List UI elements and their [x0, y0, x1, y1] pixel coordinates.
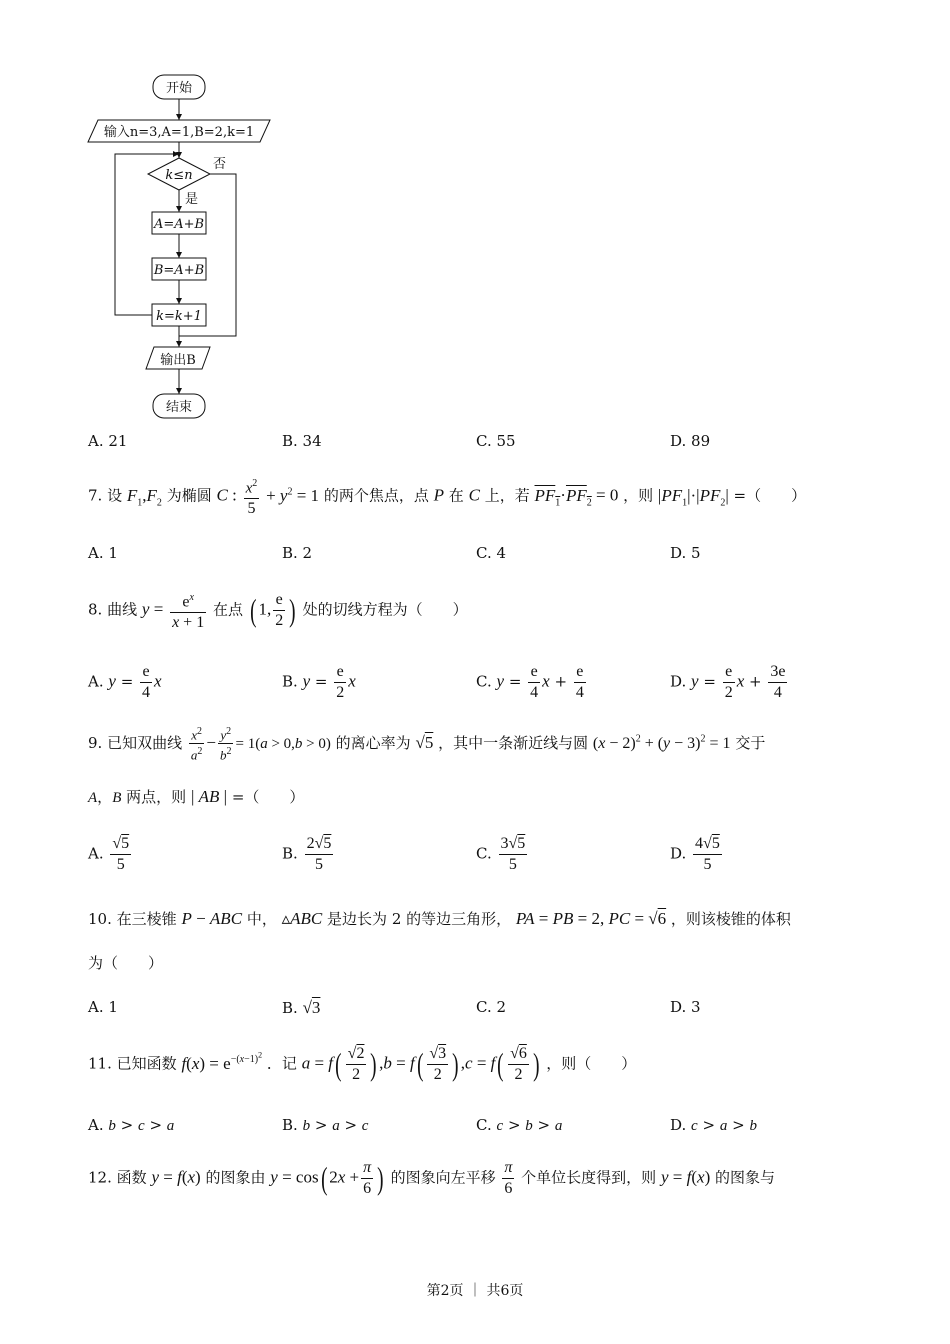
q12-text-b: 的图象由 — [205, 1168, 266, 1187]
q11-option-c[interactable]: C. c > b > a — [476, 1116, 563, 1134]
q10-number: 10. — [88, 910, 112, 928]
q6-option-a[interactable]: A. 21 — [88, 432, 128, 450]
q7-text-b: 为椭圆 — [166, 486, 212, 505]
question-7: 7. 设 $F_1,F_2$ 为椭圆 C : $\frac{x^2}{5}$ + $y^2 = 1$ 的两个焦点，点 P 在 C 上，若 $PF_1\cdot PF_2 = 0$ ，则 $|PF_1|\cdot|PF_2|$ =（ ） — [88, 474, 806, 519]
q9-option-d-label: D. — [670, 844, 687, 863]
question-12: 12. 函数 y = f(x) 的图象由 y = cos( 2x + $\frac{\pi}{6}$ ) 的图象向左平移 $\frac{\pi}{6}$ 个单位长度得到，则 y = f(x) 的图象与 — [88, 1159, 776, 1197]
q7-text-e: 上，若 — [484, 486, 530, 505]
q7-number: 7. — [88, 486, 103, 505]
question-10-line2 — [88, 952, 163, 973]
question-8: 8. 曲线 y = $\frac{e^x}{x + 1}$ 在点 ( 1, $\frac{e}{2}$ ) 处的切线方程为（ ） — [88, 588, 468, 633]
q6-option-d[interactable]: D. 89 — [670, 432, 711, 450]
q11-option-d[interactable]: D. c > a > b — [670, 1116, 757, 1134]
q12-text-a: 函数 — [116, 1168, 147, 1187]
step2-label: B=A+B — [153, 263, 205, 278]
q8-option-a-label: A. — [88, 672, 104, 691]
q6-option-c[interactable]: C. 55 — [476, 432, 516, 450]
q10-text-a: 在三棱锥 — [116, 910, 177, 928]
q7-options — [88, 544, 868, 572]
q7-option-d[interactable]: D. 5 — [670, 544, 701, 562]
output-label: 输出B — [160, 353, 196, 368]
q7-text-c: 的两个焦点，点 — [323, 486, 429, 505]
q8-text-c: 处的切线方程为（ ） — [302, 600, 468, 619]
q11-text-a: 已知函数 — [116, 1054, 177, 1073]
q7-option-c[interactable]: C. 4 — [476, 544, 507, 562]
q9-text-d: 交于 — [735, 733, 766, 752]
q11-text-b: ．记 — [266, 1054, 297, 1073]
q7-text-g: =（ ） — [733, 486, 807, 505]
q10-options — [88, 998, 868, 1026]
q9-option-c-label: C. — [476, 844, 492, 863]
q10-option-c[interactable]: C. 2 — [476, 998, 507, 1016]
q7-text-d: 在 — [448, 486, 464, 505]
q8-option-c-label: C. — [476, 672, 492, 691]
q11-option-b[interactable]: B. b > a > c — [282, 1116, 369, 1134]
question-11: 11. 已知函数 $f(x) = e^{-(x-1)^2}$ ．记 a = f( $\frac{√2}{2}$ ) ,b = f( $\frac{√3}{2}$ ) ,c = f( $\frac{√6}{2}$ ) ，则（ ） — [88, 1045, 637, 1083]
q9-line2-end: =（ ） — [231, 788, 305, 806]
q9-line2: 两点，则 — [126, 788, 187, 806]
q9-text-c: ，其中一条渐近线与圆 — [438, 733, 589, 752]
q9-option-a-label: A. — [88, 844, 104, 863]
q11-option-a-label: A. — [88, 1116, 104, 1134]
q8-option-c[interactable]: C. y = $\frac{e}{4}$ x + $\frac{e}{4}$ — [476, 663, 584, 701]
yes-label: 是 — [185, 192, 199, 207]
q12-number: 12. — [88, 1168, 112, 1187]
q10-text-b: 中， — [246, 910, 277, 928]
flowchart-diagram — [80, 70, 290, 422]
q11-number: 11. — [88, 1054, 112, 1073]
q11-options — [88, 1116, 868, 1144]
end-label: 结束 — [165, 400, 193, 415]
q7-option-a[interactable]: A. 1 — [88, 544, 118, 562]
condition-label: k≤n — [165, 168, 193, 183]
q9-text-b: 的离心率为 — [335, 733, 411, 752]
q10-line2: 为（ ） — [88, 954, 164, 972]
q9-number: 9. — [88, 733, 103, 752]
q9-text-a: 已知双曲线 — [107, 733, 183, 752]
question-9: 9. 已知双曲线 $\frac{x^2}{a^2}$ − $\frac{y^2}{b^2}$ = 1(a > 0,b > 0) 的离心率为 √5 ，其中一条渐近线与圆 $(x - 2)^2 + (y - 3)^2 = 1$ 交于 — [88, 726, 766, 763]
q8-option-b[interactable]: B. y = $\frac{e}{2}$ x — [282, 663, 356, 701]
q12-text-d: 个单位长度得到，则 — [521, 1168, 657, 1187]
q12-text-e: 的图象与 — [715, 1168, 776, 1187]
q8-option-b-label: B. — [282, 672, 298, 691]
q6-option-b[interactable]: B. 34 — [282, 432, 322, 450]
q10-option-b[interactable]: B. √3 — [282, 998, 321, 1017]
question-10: 10. 在三棱锥 P − ABC 中， ▵ABC 是边长为 2 的等边三角形， PA = PB = 2, PC = √6 ，则该棱锥的体积 — [88, 909, 791, 928]
q8-option-d[interactable]: D. y = $\frac{e}{2}$ x + $\frac{3e}{4}$ — [670, 663, 786, 701]
q8-option-a[interactable]: A. y = $\frac{e}{4}$ x — [88, 663, 162, 701]
q8-options — [88, 662, 868, 710]
input-label: 输入n=3,A=1,B=2,k=1 — [103, 125, 255, 140]
q8-option-d-label: D. — [670, 672, 687, 691]
q10-option-d[interactable]: D. 3 — [670, 998, 701, 1016]
q9-option-a[interactable]: A. $\frac{√5}{5}$ — [88, 835, 130, 873]
q9-option-d[interactable]: D. $\frac{4√5}{5}$ — [670, 835, 720, 873]
start-label: 开始 — [165, 81, 193, 96]
q9-option-b-label: B. — [282, 844, 298, 863]
q7-text-f: ，则 — [623, 486, 654, 505]
q7-text-a: 设 — [107, 486, 123, 505]
q10-option-b-label: B. — [282, 999, 298, 1017]
q9-option-c[interactable]: C. $\frac{3√5}{5}$ — [476, 835, 526, 873]
q8-number: 8. — [88, 600, 103, 619]
q8-text-a: 曲线 — [107, 600, 138, 619]
q8-text-b: 在点 — [212, 600, 243, 619]
q9-options — [88, 834, 868, 884]
step3-label: k=k+1 — [156, 309, 202, 324]
q10-text-c: 是边长为 2 的等边三角形， — [327, 910, 512, 928]
q8-frac: $\frac{e^x}{x + 1}$ — [170, 588, 206, 633]
q6-options — [88, 432, 868, 460]
q11-option-a[interactable]: A. b > c > a — [88, 1116, 175, 1134]
step1-label: A=A+B — [153, 217, 205, 232]
q11-option-d-label: D. — [670, 1116, 687, 1134]
q10-text-d: ，则该棱锥的体积 — [670, 910, 791, 928]
q12-text-c: 的图象向左平移 — [390, 1168, 496, 1187]
q9-option-b[interactable]: B. $\frac{2√5}{5}$ — [282, 835, 332, 873]
flowchart — [80, 70, 290, 422]
q7-option-b[interactable]: B. 2 — [282, 544, 313, 562]
page-footer: 第2页 ｜ 共6页 — [426, 1283, 524, 1299]
question-9-line2: A，B 两点，则 | AB | =（ ） — [88, 787, 305, 806]
q11-option-c-label: C. — [476, 1116, 492, 1134]
q7-frac: $\frac{x^2}{5}$ — [244, 474, 260, 519]
q10-option-a[interactable]: A. 1 — [88, 998, 118, 1016]
q11-option-b-label: B. — [282, 1116, 298, 1134]
no-label: 否 — [213, 157, 227, 172]
q11-text-c: ，则（ ） — [546, 1054, 637, 1073]
